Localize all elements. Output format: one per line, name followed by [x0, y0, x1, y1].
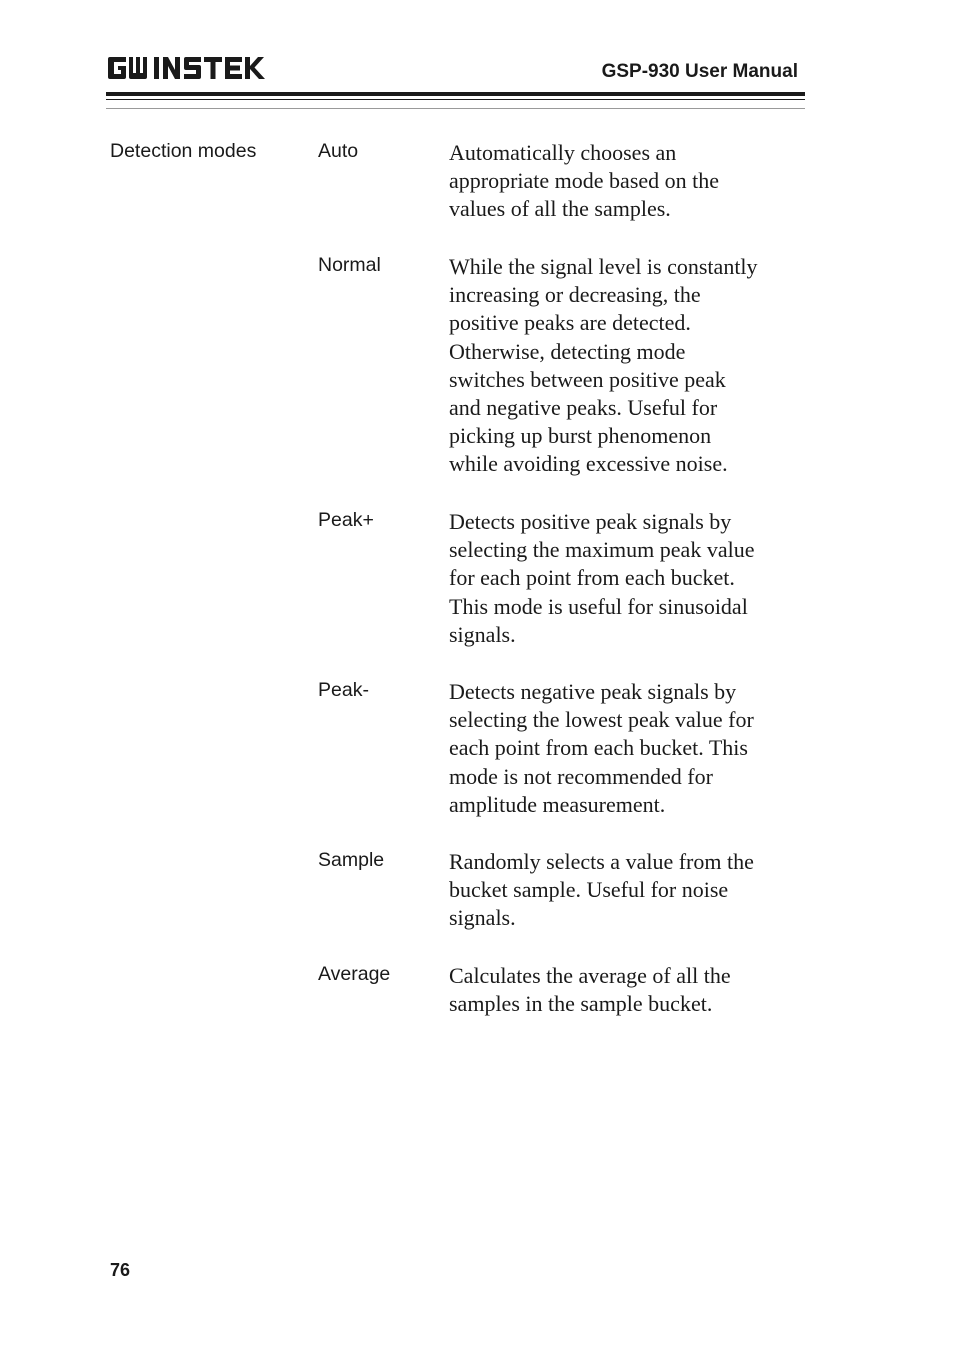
page-number: 76 — [110, 1260, 131, 1280]
mode-description: Detects positive peak signals by selecting the maximum peak value for each point from each bucket. This mode is useful for sinusoidal signals. — [449, 509, 755, 647]
mode-description: Calculates the average of all the samples in the sample bucket. — [449, 963, 731, 1017]
mode-name: Sample — [318, 849, 385, 871]
mode-name: Average — [318, 963, 391, 985]
manual-title: GSP-930 User Manual — [601, 61, 798, 82]
mode-name: Normal — [318, 254, 381, 276]
header-rule-mid — [106, 99, 805, 100]
section-label: Detection modes — [110, 140, 257, 162]
mode-name: Peak+ — [318, 509, 374, 531]
mode-name: Auto — [318, 140, 359, 162]
header-rule-thick — [106, 92, 805, 96]
gw-instek-logo — [108, 55, 280, 85]
mode-description: While the signal level is constantly increasing or decreasing, the positive peaks are detected. Otherwise, detecting mode switches between positive peak and negative peaks. Useful for picking up burst phenomenon while avoiding excessive noise. — [449, 254, 758, 477]
mode-description: Automatically chooses an appropriate mode based on the values of all the samples. — [449, 140, 720, 222]
mode-description: Detects negative peak signals by selecting the lowest peak value for each point from each bucket. This mode is not recommended for amplitude measurement. — [449, 679, 754, 817]
header-rule-thin — [106, 108, 805, 109]
mode-description: Randomly selects a value from the bucket sample. Useful for noise signals. — [449, 849, 754, 931]
mode-name: Peak- — [318, 679, 369, 701]
gw-instek-logo-mark — [108, 55, 280, 85]
